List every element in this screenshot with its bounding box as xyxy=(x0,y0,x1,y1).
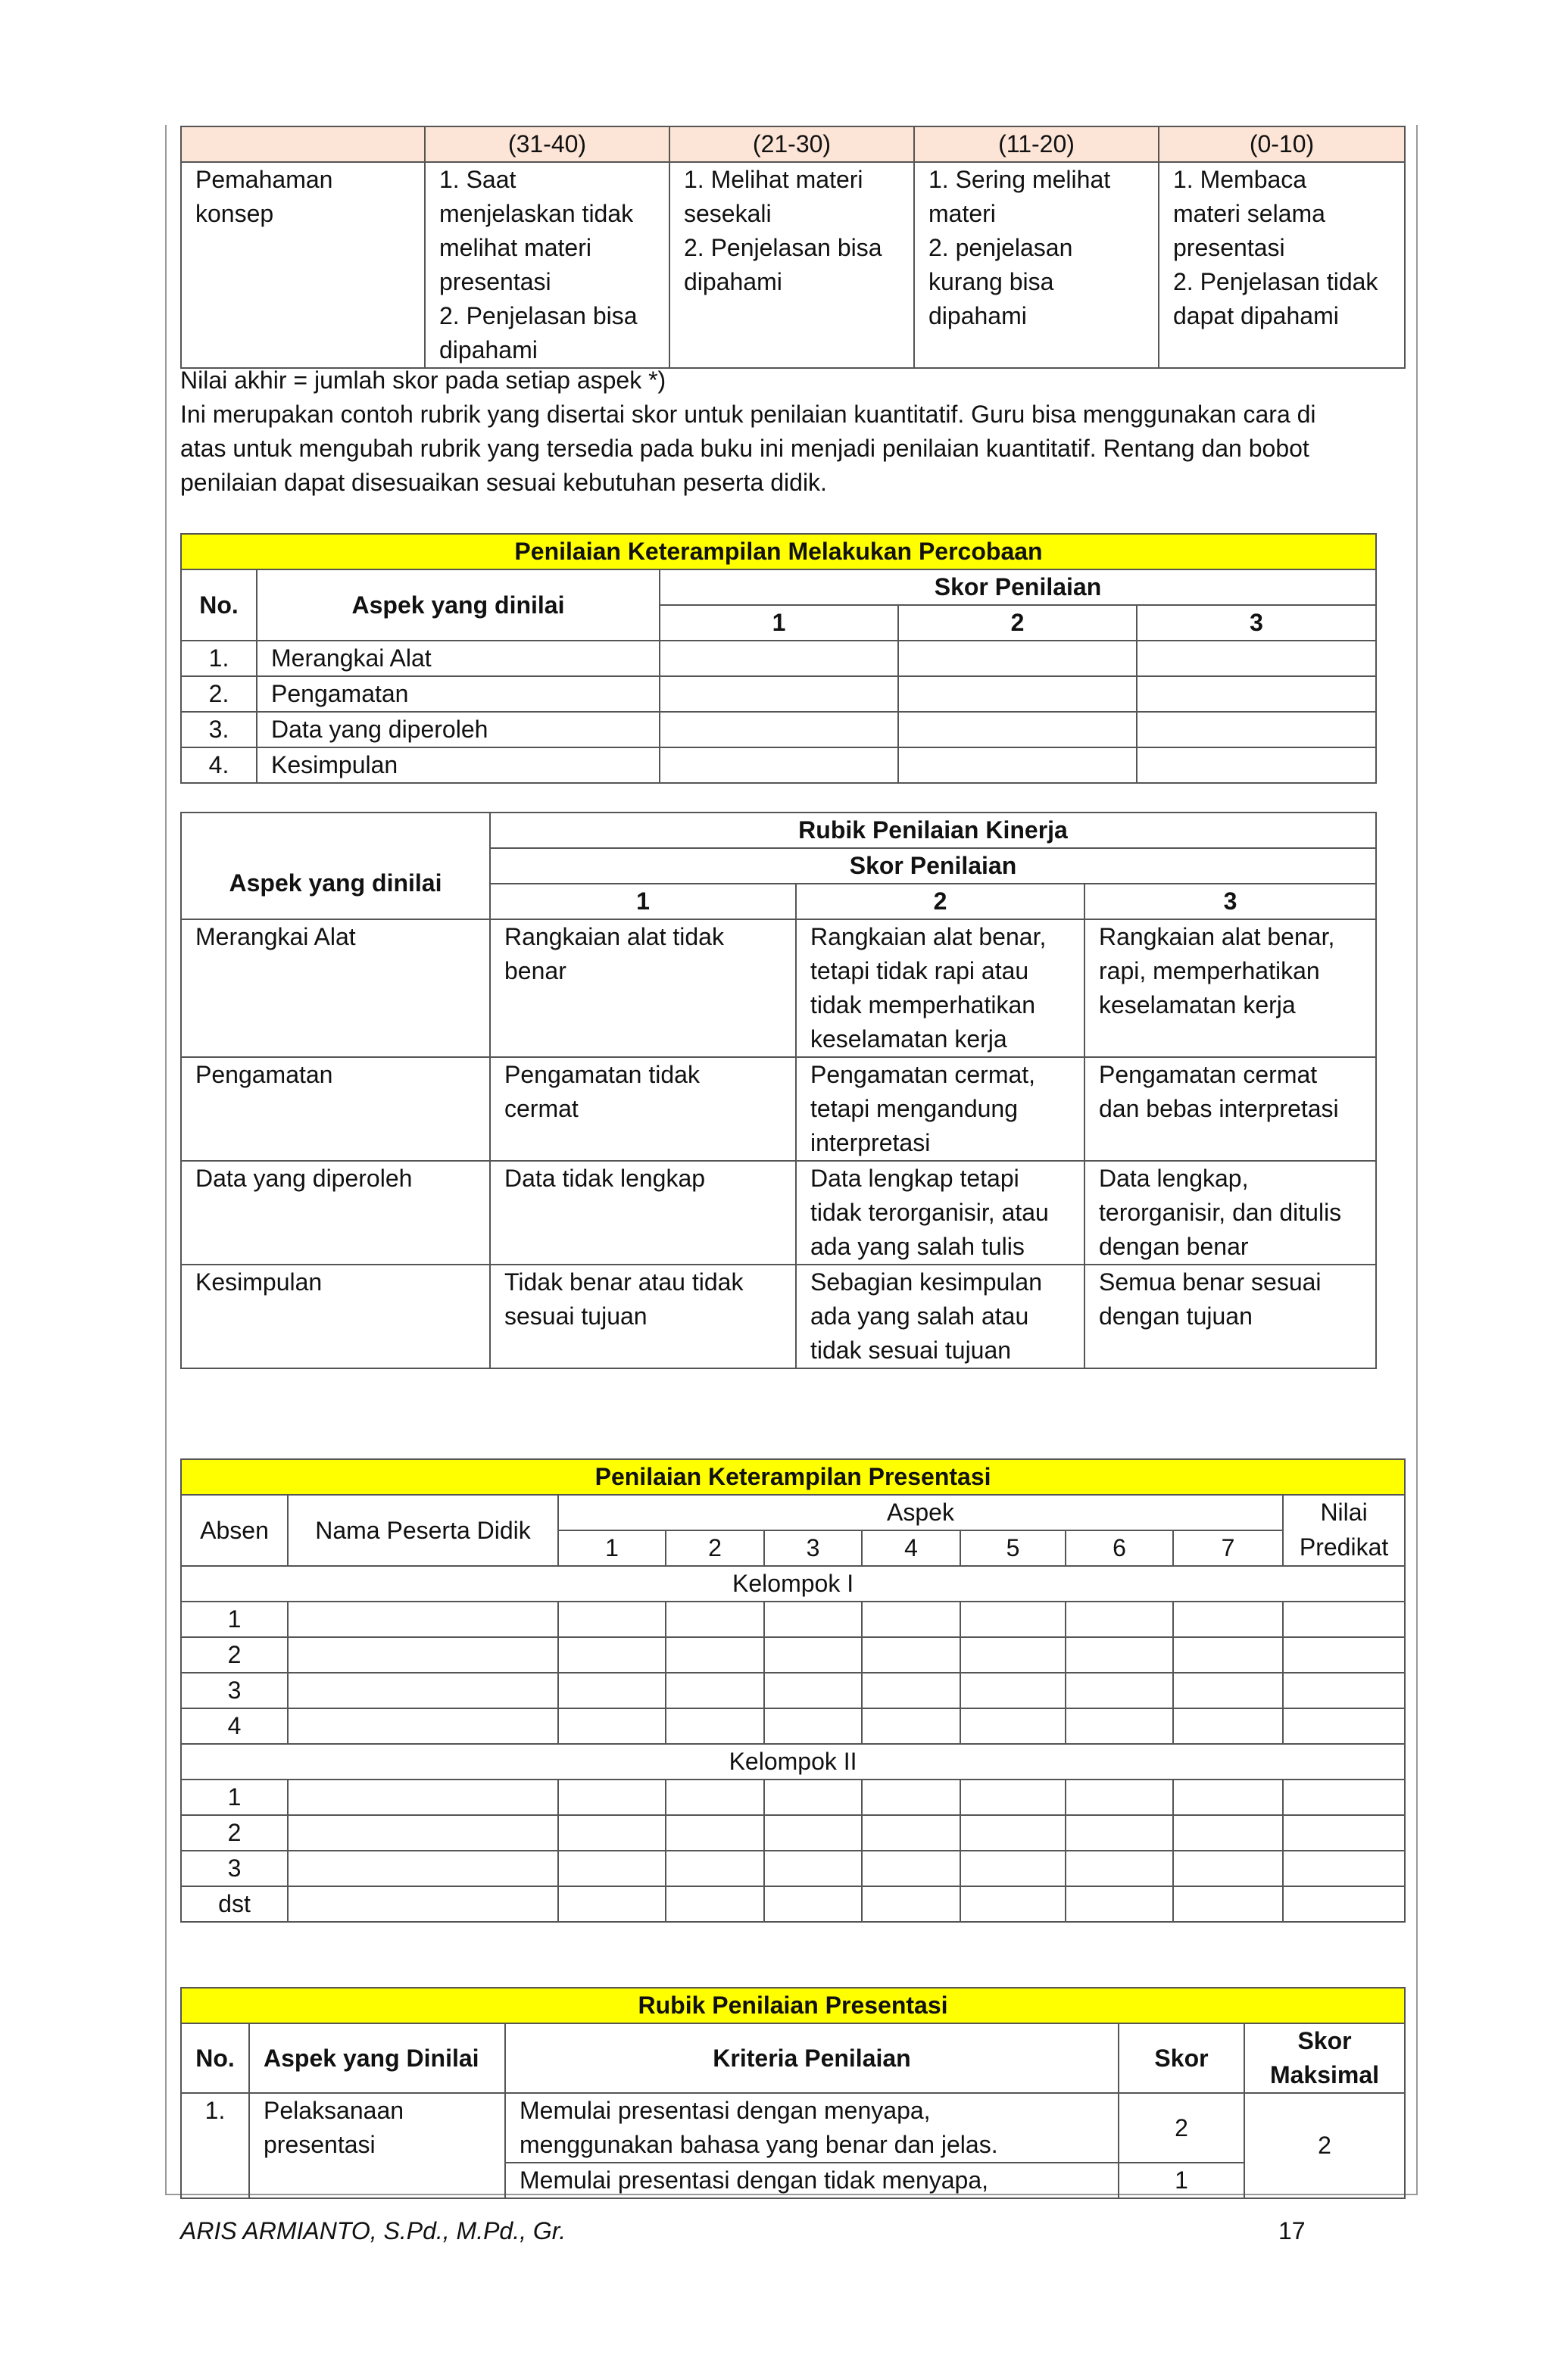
score-cell xyxy=(960,1815,1066,1851)
cell-line: 1. Melihat materi xyxy=(684,166,863,193)
rubric-cell xyxy=(796,1161,1084,1265)
score-cell xyxy=(764,1815,862,1851)
score-cell xyxy=(660,747,898,783)
score-cell xyxy=(862,1815,960,1851)
cell-line: Data tidak lengkap xyxy=(504,1165,706,1192)
cell-line: tidak memperhatikan xyxy=(810,991,1036,1018)
cell-line: materi selama xyxy=(1173,200,1325,227)
cell-line: presentasi xyxy=(1173,234,1285,261)
cell-line: Skor xyxy=(1297,2027,1352,2054)
score-cell xyxy=(1173,1602,1283,1637)
cell-line: rapi, memperhatikan xyxy=(1099,957,1320,984)
note-line: atas untuk mengubah rubrik yang tersedia pada buku ini menjadi penilaian kuantitatif. Rentang dan bobot xyxy=(180,435,1309,462)
table-row xyxy=(181,641,1376,676)
score-cell xyxy=(764,1886,862,1922)
kriteria-cell xyxy=(505,2093,1119,2163)
cell-line: Tidak benar atau tidak xyxy=(504,1268,744,1296)
predikat-cell xyxy=(1283,1602,1405,1637)
cell-line: dan bebas interpretasi xyxy=(1099,1095,1339,1122)
cell-line: tidak terorganisir, atau xyxy=(810,1199,1049,1226)
cell-line: Rangkaian alat tidak xyxy=(504,923,724,950)
absen-cell: 3 xyxy=(181,1673,288,1708)
score-cell xyxy=(1173,1886,1283,1922)
cell-line: sesekali xyxy=(684,200,772,227)
cell-line: Maksimal xyxy=(1269,2061,1380,2088)
table-row xyxy=(181,1602,1405,1637)
name-cell xyxy=(288,1602,558,1637)
predikat-cell xyxy=(1283,1815,1405,1851)
score-cell xyxy=(666,1851,764,1886)
score-header: 2 xyxy=(796,884,1084,919)
score-cell xyxy=(1066,1708,1173,1744)
page-number: 17 xyxy=(1278,2217,1306,2244)
kinerja-table xyxy=(180,812,1377,1369)
score-cell xyxy=(764,1708,862,1744)
score-cell xyxy=(862,1886,960,1922)
row-no: 3. xyxy=(181,712,257,747)
score-cell xyxy=(1066,1637,1173,1673)
criteria-cell xyxy=(425,162,669,368)
header-empty-cell xyxy=(181,126,425,162)
name-cell xyxy=(288,1637,558,1673)
column-header-skor: Skor xyxy=(1119,2023,1244,2093)
score-cell xyxy=(898,712,1137,747)
note-line: Ini merupakan contoh rubrik yang disertai skor untuk penilaian kuantitatif. Guru bisa menggunakan cara di xyxy=(180,401,1316,428)
score-cell xyxy=(660,712,898,747)
rubric-cell xyxy=(796,1265,1084,1368)
column-header-kriteria: Kriteria Penilaian xyxy=(505,2023,1119,2093)
rubric-cell xyxy=(1084,919,1376,1057)
score-cell xyxy=(558,1673,666,1708)
table-row xyxy=(181,1815,1405,1851)
score-cell xyxy=(666,1637,764,1673)
cell-line: menggunakan bahasa yang benar dan jelas. xyxy=(520,2131,998,2158)
rubric-cell xyxy=(490,919,796,1057)
table-row xyxy=(181,747,1376,783)
table-title: Penilaian Keterampilan Presentasi xyxy=(181,1459,1405,1495)
score-cell xyxy=(898,641,1137,676)
cell-line: tetapi tidak rapi atau xyxy=(810,957,1029,984)
cell-line: dipahami xyxy=(928,302,1027,329)
table-row xyxy=(181,1780,1405,1815)
score-cell xyxy=(960,1602,1066,1637)
row-aspek: Pengamatan xyxy=(257,676,660,712)
row-no: 1. xyxy=(181,641,257,676)
absen-cell: 1 xyxy=(181,1602,288,1637)
predikat-cell xyxy=(1283,1851,1405,1886)
header-empty-cell xyxy=(181,813,490,848)
score-cell xyxy=(558,1886,666,1922)
score-cell xyxy=(666,1708,764,1744)
score-cell xyxy=(898,747,1137,783)
cell-line: Data lengkap, xyxy=(1099,1165,1249,1192)
cell-line: keselamatan kerja xyxy=(1099,991,1296,1018)
table-row xyxy=(181,1637,1405,1673)
score-cell xyxy=(898,676,1137,712)
column-header-no: No. xyxy=(181,569,257,641)
score-cell xyxy=(558,1708,666,1744)
score-cell xyxy=(558,1851,666,1886)
row-aspek: Merangkai Alat xyxy=(181,919,490,1057)
cell-line: keselamatan kerja xyxy=(810,1025,1007,1053)
note-line: penilaian dapat disesuaikan sesuai kebutuhan peserta didik. xyxy=(180,469,827,496)
cell-line: cermat xyxy=(504,1095,579,1122)
score-cell xyxy=(1137,676,1376,712)
column-header-skor-maksimal xyxy=(1244,2023,1405,2093)
cell-line: konsep xyxy=(195,200,274,227)
score-cell xyxy=(1066,1851,1173,1886)
column-header-skor: Skor Penilaian xyxy=(490,848,1376,884)
range-header: (31-40) xyxy=(425,126,669,162)
score-cell xyxy=(558,1780,666,1815)
cell-line: 1. Saat xyxy=(439,166,516,193)
table-row xyxy=(181,1673,1405,1708)
absen-cell: 3 xyxy=(181,1851,288,1886)
score-cell xyxy=(666,1815,764,1851)
absen-cell: 2 xyxy=(181,1815,288,1851)
aspect-cell xyxy=(181,162,425,368)
cell-line: Pemahaman xyxy=(195,166,333,193)
absen-cell: 2 xyxy=(181,1637,288,1673)
predikat-cell xyxy=(1283,1673,1405,1708)
column-header-aspek: Aspek yang dinilai xyxy=(257,569,660,641)
name-cell xyxy=(288,1851,558,1886)
aspek-number: 2 xyxy=(666,1530,764,1566)
score-cell xyxy=(1173,1673,1283,1708)
cell-line: benar xyxy=(504,957,566,984)
presentasi-table xyxy=(180,1458,1406,1923)
cell-line: 2. Penjelasan bisa xyxy=(684,234,882,261)
cell-line: kurang bisa xyxy=(928,268,1054,295)
score-cell xyxy=(960,1673,1066,1708)
aspek-number: 7 xyxy=(1173,1530,1283,1566)
predikat-cell xyxy=(1283,1780,1405,1815)
cell-line: Memulai presentasi dengan menyapa, xyxy=(520,2097,931,2124)
criteria-cell xyxy=(669,162,914,368)
row-aspek xyxy=(249,2093,505,2198)
criteria-cell xyxy=(914,162,1159,368)
rubric-cell xyxy=(1084,1161,1376,1265)
column-header-skor: Skor Penilaian xyxy=(660,569,1376,605)
score-cell xyxy=(1173,1780,1283,1815)
rubric-cell xyxy=(796,919,1084,1057)
cell-line: dipahami xyxy=(439,336,538,363)
score-cell xyxy=(960,1851,1066,1886)
score-header: 3 xyxy=(1084,884,1376,919)
score-cell xyxy=(960,1637,1066,1673)
cell-line: 1. Membaca xyxy=(1173,166,1307,193)
name-cell xyxy=(288,1780,558,1815)
score-header: 1 xyxy=(490,884,796,919)
score-range-header xyxy=(181,126,1405,162)
cell-line: presentasi xyxy=(264,2131,376,2158)
predikat-cell xyxy=(1283,1708,1405,1744)
absen-cell: 4 xyxy=(181,1708,288,1744)
percobaan-table xyxy=(180,533,1377,784)
table-title: Rubik Penilaian Presentasi xyxy=(181,1988,1405,2023)
name-cell xyxy=(288,1815,558,1851)
score-cell xyxy=(862,1637,960,1673)
score-cell xyxy=(558,1815,666,1851)
table-row xyxy=(181,2093,1405,2163)
cell-line: Pengamatan tidak xyxy=(504,1061,700,1088)
rubric-cell xyxy=(1084,1057,1376,1161)
cell-line: 2. Penjelasan tidak xyxy=(1173,268,1378,295)
table-row xyxy=(181,676,1376,712)
score-cell xyxy=(1173,1851,1283,1886)
row-no: 2. xyxy=(181,676,257,712)
skor-cell: 1 xyxy=(1119,2163,1244,2198)
cell-line: tidak sesuai tujuan xyxy=(810,1337,1012,1364)
cell-line: Pengamatan cermat, xyxy=(810,1061,1036,1088)
score-cell xyxy=(1066,1886,1173,1922)
score-cell xyxy=(666,1673,764,1708)
column-header-absen: Absen xyxy=(181,1495,288,1566)
score-cell xyxy=(764,1602,862,1637)
footer-author: ARIS ARMIANTO, S.Pd., M.Pd., Gr. xyxy=(180,2217,566,2244)
skor-max-cell: 2 xyxy=(1244,2093,1405,2198)
group-label: Kelompok II xyxy=(181,1744,1405,1780)
table-row xyxy=(181,1886,1405,1922)
score-cell xyxy=(666,1602,764,1637)
table-row xyxy=(181,712,1376,747)
table-title: Rubik Penilaian Kinerja xyxy=(490,813,1376,848)
score-cell xyxy=(862,1780,960,1815)
score-cell xyxy=(960,1708,1066,1744)
score-cell xyxy=(660,676,898,712)
column-header-aspek: Aspek xyxy=(558,1495,1283,1530)
score-cell xyxy=(764,1673,862,1708)
score-cell xyxy=(1173,1637,1283,1673)
aspek-number: 1 xyxy=(558,1530,666,1566)
row-no: 1. xyxy=(181,2093,249,2198)
cell-line: dengan benar xyxy=(1099,1233,1249,1260)
table-row xyxy=(181,162,1405,368)
cell-line: dipahami xyxy=(684,268,782,295)
row-aspek: Data yang diperoleh xyxy=(257,712,660,747)
table-row xyxy=(181,919,1376,1057)
cell-line: dapat dipahami xyxy=(1173,302,1339,329)
score-range-table xyxy=(180,126,1406,369)
row-aspek: Kesimpulan xyxy=(257,747,660,783)
name-cell xyxy=(288,1886,558,1922)
cell-line: Data lengkap tetapi xyxy=(810,1165,1019,1192)
table-row xyxy=(181,1708,1405,1744)
cell-line: tetapi mengandung xyxy=(810,1095,1018,1122)
cell-line: terorganisir, dan ditulis xyxy=(1099,1199,1342,1226)
score-cell xyxy=(666,1886,764,1922)
range-header: (0-10) xyxy=(1159,126,1405,162)
group-label: Kelompok I xyxy=(181,1566,1405,1602)
predikat-cell xyxy=(1283,1637,1405,1673)
score-cell xyxy=(764,1780,862,1815)
cell-line: Rangkaian alat benar, xyxy=(1099,923,1335,950)
aspek-number: 6 xyxy=(1066,1530,1173,1566)
score-cell xyxy=(1066,1602,1173,1637)
cell-line: menjelaskan tidak xyxy=(439,200,634,227)
score-cell xyxy=(1137,641,1376,676)
score-cell xyxy=(862,1708,960,1744)
rubric-cell xyxy=(490,1265,796,1368)
rubric-cell xyxy=(490,1057,796,1161)
cell-line: Rangkaian alat benar, xyxy=(810,923,1047,950)
cell-line: presentasi xyxy=(439,268,551,295)
table-row xyxy=(181,1851,1405,1886)
rubik-presentasi-table xyxy=(180,1987,1406,2199)
absen-cell: dst xyxy=(181,1886,288,1922)
cell-line: interpretasi xyxy=(810,1129,931,1156)
aspek-number: 4 xyxy=(862,1530,960,1566)
score-cell xyxy=(764,1637,862,1673)
skor-cell: 2 xyxy=(1119,2093,1244,2163)
cell-line: Sebagian kesimpulan xyxy=(810,1268,1042,1296)
rubric-cell xyxy=(1084,1265,1376,1368)
score-header: 2 xyxy=(898,605,1137,641)
row-no: 4. xyxy=(181,747,257,783)
row-aspek: Pengamatan xyxy=(181,1057,490,1161)
rubric-cell xyxy=(796,1057,1084,1161)
range-header: (11-20) xyxy=(914,126,1159,162)
cell-line: materi xyxy=(928,200,996,227)
cell-line: Semua benar sesuai xyxy=(1099,1268,1322,1296)
score-cell xyxy=(558,1637,666,1673)
name-cell xyxy=(288,1708,558,1744)
cell-line: ada yang salah atau xyxy=(810,1302,1029,1330)
column-header-predikat: Predikat xyxy=(1283,1530,1405,1566)
table-title: Penilaian Keterampilan Melakukan Percobaan xyxy=(181,534,1376,569)
table-row xyxy=(181,1057,1376,1161)
rubric-cell xyxy=(490,1161,796,1265)
table-row xyxy=(181,1265,1376,1368)
cell-line: sesuai tujuan xyxy=(504,1302,648,1330)
note-line: Nilai akhir = jumlah skor pada setiap aspek *) xyxy=(180,367,666,394)
column-header-no: No. xyxy=(181,2023,249,2093)
score-cell xyxy=(862,1673,960,1708)
aspek-number: 5 xyxy=(960,1530,1066,1566)
cell-line: Pelaksanaan xyxy=(264,2097,404,2124)
cell-line: dengan tujuan xyxy=(1099,1302,1253,1330)
score-cell xyxy=(666,1780,764,1815)
score-cell xyxy=(960,1886,1066,1922)
absen-cell: 1 xyxy=(181,1780,288,1815)
score-cell xyxy=(558,1602,666,1637)
score-cell xyxy=(764,1851,862,1886)
range-header: (21-30) xyxy=(669,126,914,162)
criteria-cell xyxy=(1159,162,1405,368)
score-cell xyxy=(660,641,898,676)
predikat-cell xyxy=(1283,1886,1405,1922)
row-aspek: Data yang diperoleh xyxy=(181,1161,490,1265)
score-header: 3 xyxy=(1137,605,1376,641)
notes-paragraph xyxy=(180,363,1407,500)
score-cell xyxy=(1173,1815,1283,1851)
cell-line: 2. Penjelasan bisa xyxy=(439,302,638,329)
cell-line: Pengamatan cermat xyxy=(1099,1061,1318,1088)
aspek-number: 3 xyxy=(764,1530,862,1566)
score-cell xyxy=(862,1602,960,1637)
score-cell xyxy=(1137,712,1376,747)
cell-line: ada yang salah tulis xyxy=(810,1233,1025,1260)
cell-line: 2. penjelasan xyxy=(928,234,1073,261)
score-cell xyxy=(1137,747,1376,783)
cell-line: melihat materi xyxy=(439,234,591,261)
score-cell xyxy=(960,1780,1066,1815)
score-header: 1 xyxy=(660,605,898,641)
row-aspek: Kesimpulan xyxy=(181,1265,490,1368)
column-header-aspek: Aspek yang dinilai xyxy=(181,848,490,919)
column-header-nama: Nama Peserta Didik xyxy=(288,1495,558,1566)
score-cell xyxy=(1066,1673,1173,1708)
column-header-aspek: Aspek yang Dinilai xyxy=(249,2023,505,2093)
column-header-nilai: Nilai xyxy=(1283,1495,1405,1530)
kriteria-cell: Memulai presentasi dengan tidak menyapa, xyxy=(505,2163,1119,2198)
score-cell xyxy=(1066,1815,1173,1851)
score-cell xyxy=(1066,1780,1173,1815)
score-cell xyxy=(862,1851,960,1886)
name-cell xyxy=(288,1673,558,1708)
cell-line: 1. Sering melihat xyxy=(928,166,1111,193)
row-aspek: Merangkai Alat xyxy=(257,641,660,676)
table-row xyxy=(181,1161,1376,1265)
score-cell xyxy=(1173,1708,1283,1744)
